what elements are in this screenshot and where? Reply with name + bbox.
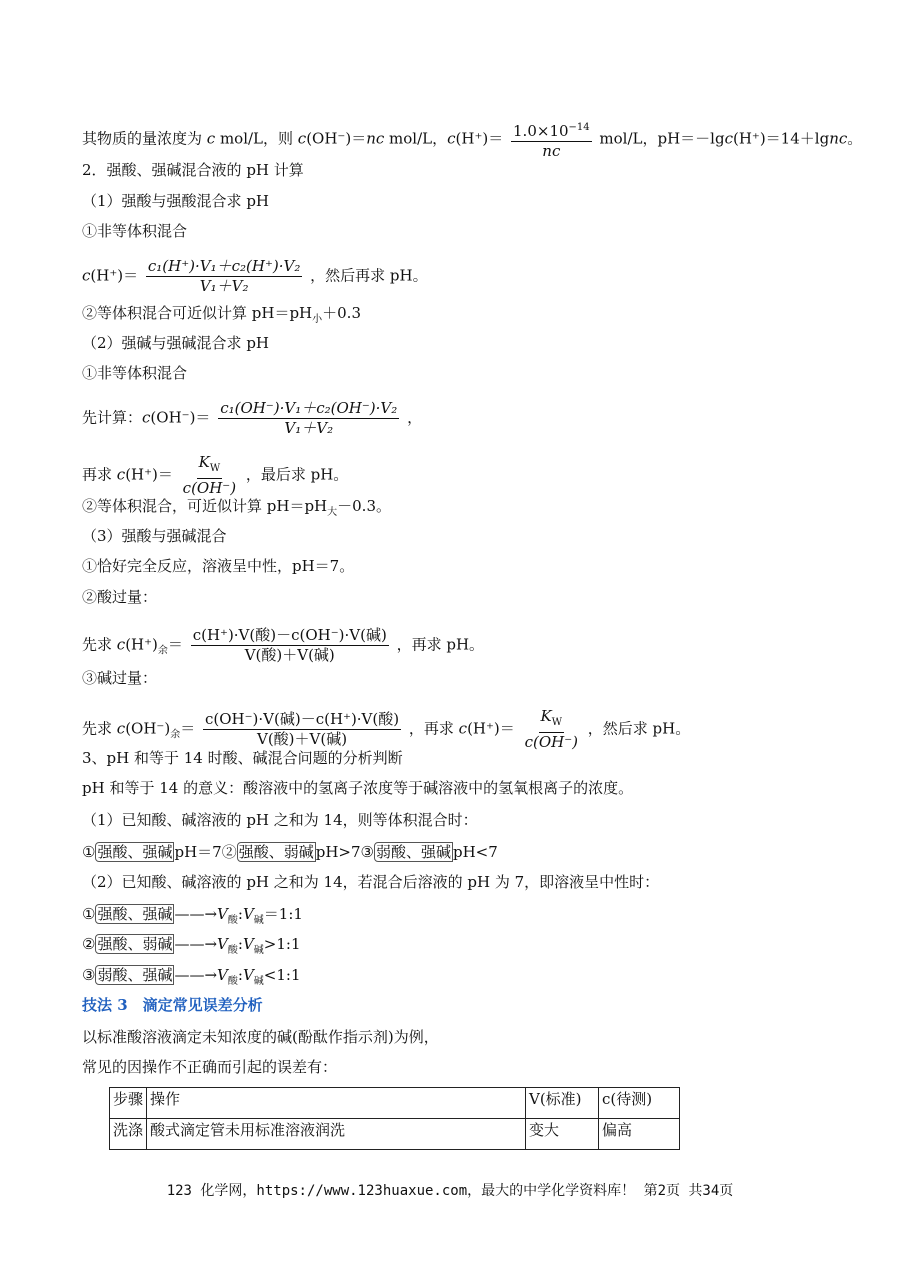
equal-volume-cases: ① 强酸、强碱 pH＝7② 强酸、弱碱 pH>7③ 弱酸、强碱 pH<7 [82,843,498,861]
subsection-1-item-2: ②等体积混合可近似计算 $pH=pH_小+0.3$ [82,304,361,325]
h-concentration-fraction: $\frac{1.0\times 10^{-14}}{nc}$ [511,119,592,160]
section-3-title: 3、pH 和等于 14 时酸、碱混合问题的分析判断 [82,749,403,767]
subsection-1-item-1: ①非等体积混合 [82,222,188,240]
table-header-cell: c(待测) [599,1088,680,1119]
section-3-meaning: pH 和等于 14 的意义：酸溶液中的氢离子浓度等于碱溶液中的氢氧根离子的浓度。 [82,779,634,797]
volume-ratio-case: ③ 弱酸、强碱 $——\to V_酸:V_碱<1:1$ [82,966,301,987]
table-row [110,1119,680,1150]
section-3-sub-1: （1）已知酸、碱溶液的 pH 之和为 14，则等体积混合时： [82,811,478,829]
base-mix-formula-2: 再求 c(H⁺)＝ $\frac{K_W}{c(OH^-)}$ ，最后求 pH。 [82,453,349,497]
page-footer: 123 化学网，https://www.123huaxue.com，最大的中学化学资料库！ 第2页 共34页 [166,1183,734,1199]
volume-ratio-case: ① 强酸、强碱 $——\to V_酸:V_碱=1:1$ [82,905,303,926]
case-box: 强酸、强碱 [97,843,173,861]
subsection-3-item-2: ②酸过量： [82,588,158,606]
case-box: 强酸、弱碱 [97,935,173,953]
technique-intro-1: 以标准酸溶液滴定未知浓度的碱(酚酞作指示剂)为例， [82,1028,439,1046]
volume-ratio-case: ② 强酸、弱碱 $——\to V_酸:V_碱>1:1$ [82,935,301,956]
table-header-cell: 步骤 [110,1088,147,1119]
case-box: 弱酸、强碱 [375,843,451,861]
base-mix-formula: 先计算：c(OH⁻)＝ $\frac{\text{c₁(OH⁻)·V₁＋c₂(OH⁻)·V₂}}{\text{V₁＋V₂}}$ ， [82,399,423,437]
case-box: 强酸、强碱 [97,905,173,923]
table-header-cell: V(标准) [526,1088,599,1119]
base-mix-fraction: $\frac{\text{c₁(OH⁻)·V₁＋c₂(OH⁻)·V₂}}{\text{V₁＋V₂}}$ [220,399,398,437]
table-cell: 酸式滴定管未用标准溶液润洗 [147,1119,526,1150]
table-cell: 洗涤 [110,1119,147,1150]
base-excess-formula: 先求 $c(OH^-)_余=$ $\frac{\text{c(OH⁻)·V(碱)－c(H⁺)·V(酸)}}{\text{V(酸)＋V(碱)}}$ ，再求 c(H⁺)＝ $\frac{K_W}{c(OH^-)}$ ，然后求 pH。 [82,707,691,751]
subsection-2-item-2: ②等体积混合，可近似计算 $pH=pH_大-0.3$。 [82,497,391,518]
subsection-3-item-1: ①恰好完全反应，溶液呈中性，pH＝7。 [82,557,355,575]
case-box: 强酸、弱碱 [238,843,314,861]
subsection-3-title: （3）强酸与强碱混合 [82,527,227,545]
acid-mix-fraction: $\frac{\text{c₁(H⁺)·V₁＋c₂(H⁺)·V₂}}{\text{V₁＋V₂}}$ [147,257,301,295]
table-header-cell: 操作 [147,1088,526,1119]
technique-3-heading: 技法 3 滴定常见误差分析 [82,996,263,1014]
base-excess-fraction: $\frac{\text{c(OH⁻)·V(碱)－c(H⁺)·V(酸)}}{\text{V(酸)＋V(碱)}}$ [204,710,400,748]
error-table [109,1087,680,1150]
technique-intro-2: 常见的因操作不正确而引起的误差有： [82,1058,338,1076]
acid-excess-fraction: $\frac{\text{c(H⁺)·V(酸)－c(OH⁻)·V(碱)}}{\text{V(酸)＋V(碱)}}$ [192,626,387,664]
table-cell: 变大 [526,1119,599,1150]
subsection-2-title: （2）强碱与强碱混合求 pH [82,334,269,352]
case-box: 弱酸、强碱 [97,966,173,984]
subsection-3-item-3: ③碱过量： [82,669,158,687]
acid-excess-formula: 先求 $c(H^+)_余=$ $\frac{\text{c(H⁺)·V(酸)－c(OH⁻)·V(碱)}}{\text{V(酸)＋V(碱)}}$ ，再求 pH。 [82,626,485,664]
table-header-row [110,1088,680,1119]
concentration-line: 其物质的量浓度为 c mol/L，则 c(OH⁻)＝nc mol/L，c(H⁺)＝ $\frac{1.0\times 10^{-14}}{nc}$ mol/L，pH＝－lgc(H⁺)＝14＋lgnc。 [82,119,862,160]
section-2-title: 2．强酸、强碱混合液的 pH 计算 [82,161,304,179]
subsection-1-title: （1）强酸与强酸混合求 pH [82,192,269,210]
subsection-2-item-1: ①非等体积混合 [82,364,188,382]
kw-fraction: $\frac{K_W}{c(OH^-)}$ [182,453,237,497]
acid-mix-formula: c(H⁺)＝ $\frac{\text{c₁(H⁺)·V₁＋c₂(H⁺)·V₂}}{\text{V₁＋V₂}}$ ，然后再求 pH。 [82,257,428,295]
kw-fraction-2: $\frac{K_W}{c(OH^-)}$ [524,707,578,751]
table-cell: 偏高 [599,1119,680,1150]
section-3-sub-2: （2）已知酸、碱溶液的 pH 之和为 14，若混合后溶液的 pH 为 7，即溶液呈中性时： [82,873,660,891]
